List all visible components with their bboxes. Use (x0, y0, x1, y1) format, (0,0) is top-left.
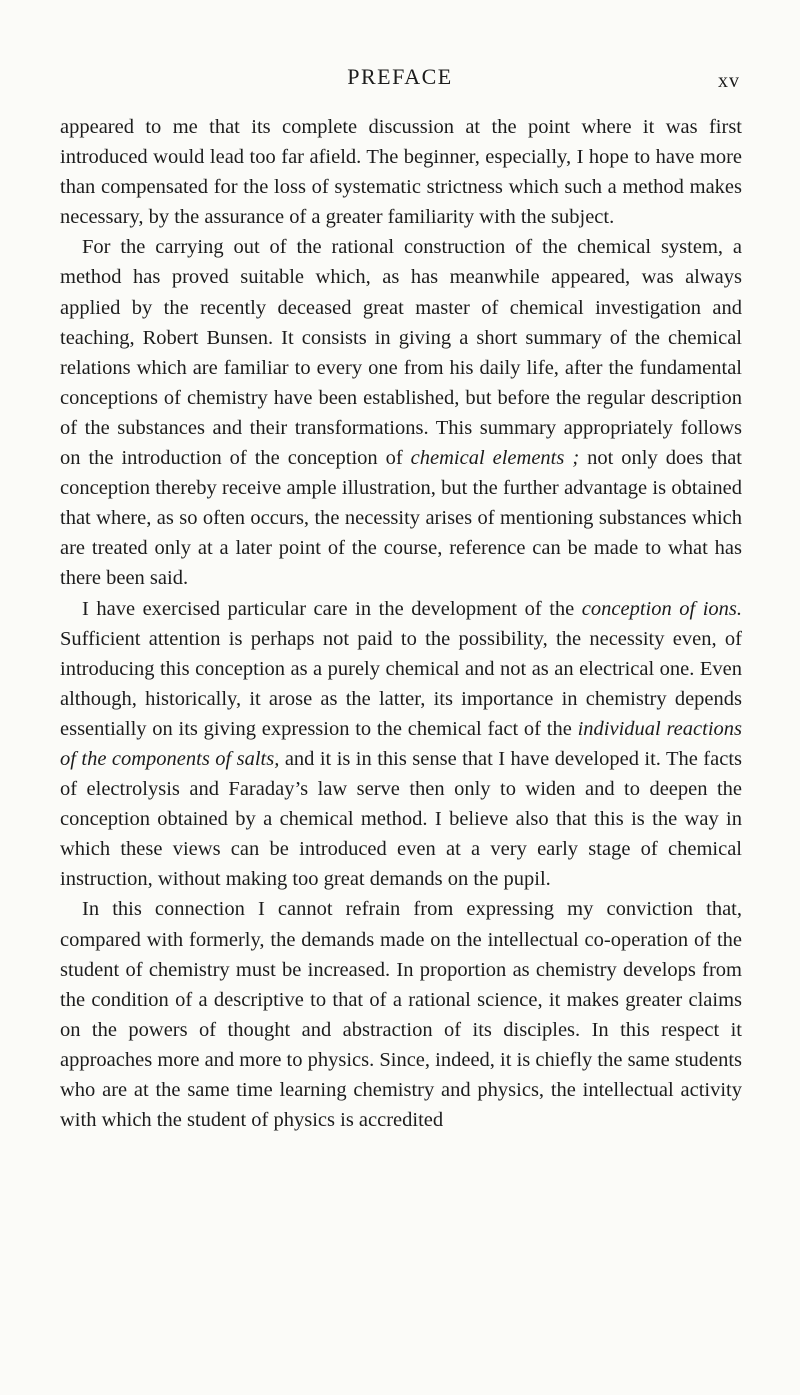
body-text (60, 112, 742, 1135)
emphasis-chemical-elements: chemical elements ; (410, 447, 580, 470)
paragraph-3-text-c: and it is in this sense that I have developed it. The facts of electrolysis and Faraday’s law serve then only to widen and to deepen the conception obtained by a chemical method. I believe also that this is the way in which these views can be introduced even at a very early stage of chemical instruction, without making too great demands on the pupil. (60, 747, 742, 891)
paragraph-3 (60, 594, 742, 895)
paragraph-3-text-b: Sufficient attention is perhaps not paid to the possibility, the necessity even, of introducing this conception as a purely chemical and not as an electrical one. Even although, historically, it arose as the latter, its importance in chemistry depends essentially on its giving expression to the chemical fact of the (60, 627, 742, 740)
paragraph-3-text-a: I have exercised particular care in the development of the (82, 597, 575, 620)
running-head: PREFACE (347, 64, 453, 89)
emphasis-conception-of-ions: conception of ions. (581, 597, 743, 620)
paragraph-2-text-a: For the carrying out of the rational construction of the chemical system, a method has proved suitable which, as has meanwhile appeared, was always applied by the recently deceased great master of chemical investigation and teaching, Robert Bunsen. It consists in giving a short summary of the chemical relations which are familiar to every one from his daily life, after the fundamental conceptions of chemistry have been established, but before the regular description of the substances and their transformations. This summary appropriately follows on the introduction of the conception of (60, 236, 742, 470)
emphasis-individual-reactions: individual reactions of the components of salts, (60, 717, 742, 770)
paragraph-1: appeared to me that its complete discussion at the point where it was first introduced would lead too far afield. The beginner, especially, I hope to have more than compensated for the loss of systematic strictness which such a method makes necessary, by the assurance of a greater familiarity with the subject. (60, 116, 742, 229)
page-number: xv (718, 70, 740, 92)
paragraph-4: In this connection I cannot refrain from expressing my conviction that, compared with formerly, the demands made on the intellectual co-operation of the student of chemistry must be increased. In proportion as chemistry develops from the condition of a descriptive to that of a rational science, it makes greater claims on the powers of thought and abstraction of its disciples. In this respect it approaches more and more to physics. Since, indeed, it is chiefly the same students who are at the same time learning chemistry and physics, the intellectual activity with which the student of physics is accredited (60, 898, 743, 1132)
page-header (0, 64, 800, 94)
paragraph-2 (60, 232, 742, 593)
paragraph-2-text-b: not only does that conception thereby receive ample illustration, but the further advantage is obtained that where, as so often occurs, the necessity arises of mentioning substances which are treated only at a later point of the course, reference can be made to what has there been said. (60, 447, 742, 590)
